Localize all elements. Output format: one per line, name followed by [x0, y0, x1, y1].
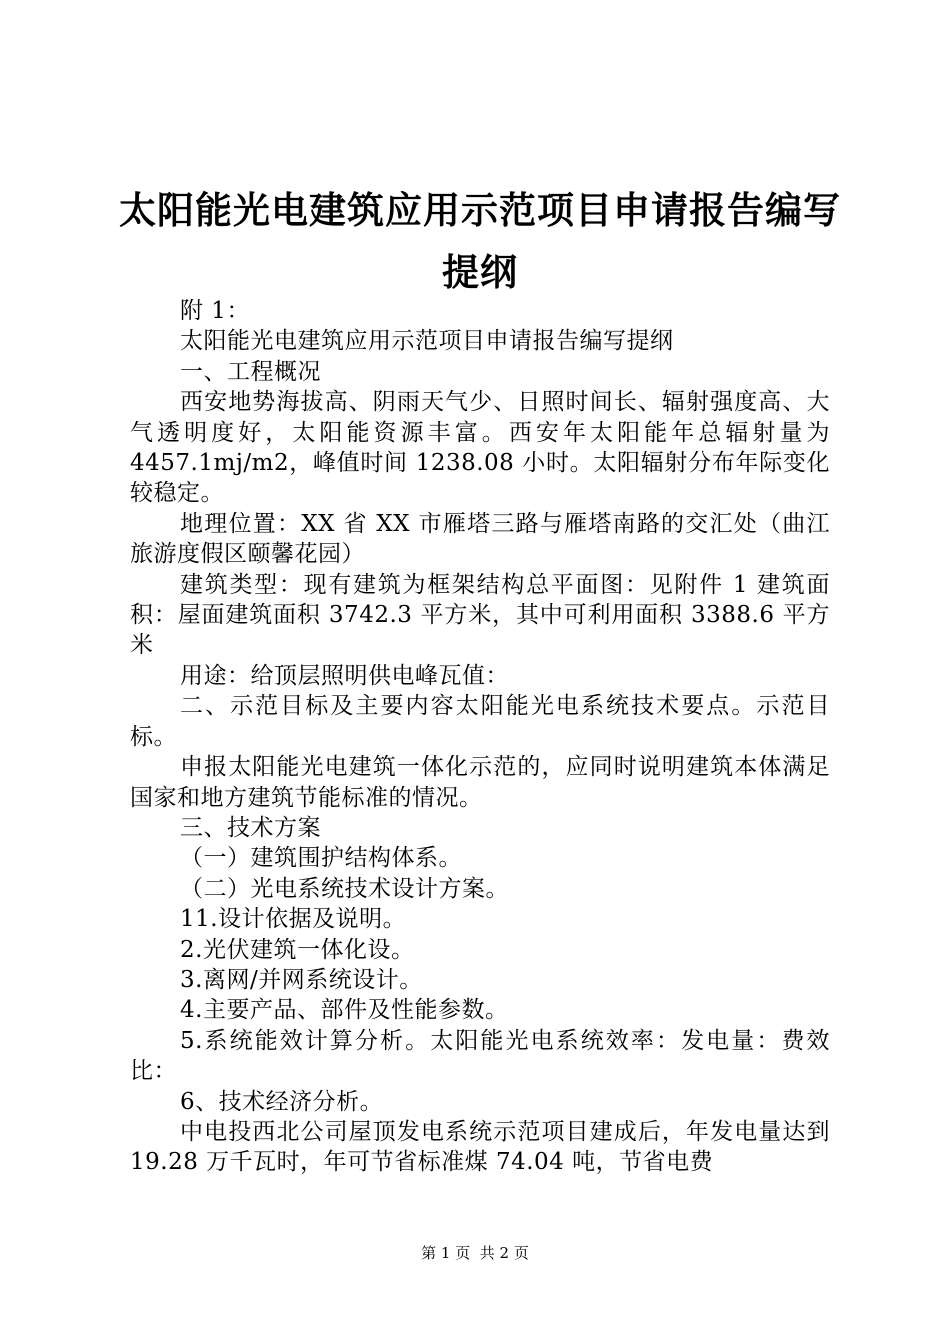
page-number: 第 1 页 — [421, 1244, 471, 1262]
list-item-grid-design: 3.离网/并网系统设计。 — [180, 966, 423, 993]
list-item-pv-design: （二）光电系统技术设计方案。 — [180, 875, 509, 902]
page-footer — [0, 1243, 950, 1263]
list-item-basis: 11.设计依据及说明。 — [180, 906, 407, 933]
paragraph-project-result: 中电投西北公司屋顶发电系统示范项目建成后，年发电量达到 19.28 万千瓦时，年可节省标准煤 74.04 吨，节省电费 — [130, 1118, 830, 1176]
attachment-label: 附 1： — [180, 298, 250, 324]
document-title: 太阳能光电建筑应用示范项目申请报告编写提纲 — [119, 189, 841, 294]
subtitle-paragraph: 太阳能光电建筑应用示范项目申请报告编写提纲 — [180, 328, 674, 355]
paragraph-building-type: 建筑类型：现有建筑为框架结构总平面图：见附件 1 建筑面积：屋面建筑面积 3742.3 平方米，其中可利用面积 3388.6 平方米 — [130, 571, 830, 659]
list-item-bipv: 2.光伏建筑一体化设。 — [180, 936, 415, 963]
paragraph-usage: 用途：给顶层照明供电峰瓦值： — [180, 662, 509, 689]
paragraph-location: 地理位置：XX 省 XX 市雁塔三路与雁塔南路的交汇处（曲江旅游度假区颐馨花园） — [130, 510, 830, 568]
list-item-envelope: （一）建筑围护结构体系。 — [180, 845, 462, 872]
section-heading-overview: 一、工程概况 — [180, 358, 321, 385]
paragraph-energy-standard: 申报太阳能光电建筑一体化示范的，应同时说明建筑本体满足国家和地方建筑节能标准的情况。 — [130, 754, 830, 811]
document-body — [130, 296, 830, 1178]
page-total: 共 2 页 — [479, 1244, 529, 1262]
list-item-economics: 6、技术经济分析。 — [180, 1088, 384, 1115]
list-item-efficiency: 5.系统能效计算分析。太阳能光电系统效率：发电量：费效比： — [130, 1027, 830, 1085]
paragraph-climate: 西安地势海拔高、阴雨天气少、日照时间长、辐射强度高、大气透明度好，太阳能资源丰富。西安年太阳能年总辐射量为 4457.1mj/m2，峰值时间 1238.08 小时。太阳辐射分布年际变化较稳定。 — [130, 389, 830, 507]
list-item-products: 4.主要产品、部件及性能参数。 — [180, 997, 509, 1024]
section-heading-technical: 三、技术方案 — [180, 814, 321, 841]
section-heading-goals: 二、示范目标及主要内容太阳能光电系统技术要点。示范目标。 — [130, 693, 830, 750]
